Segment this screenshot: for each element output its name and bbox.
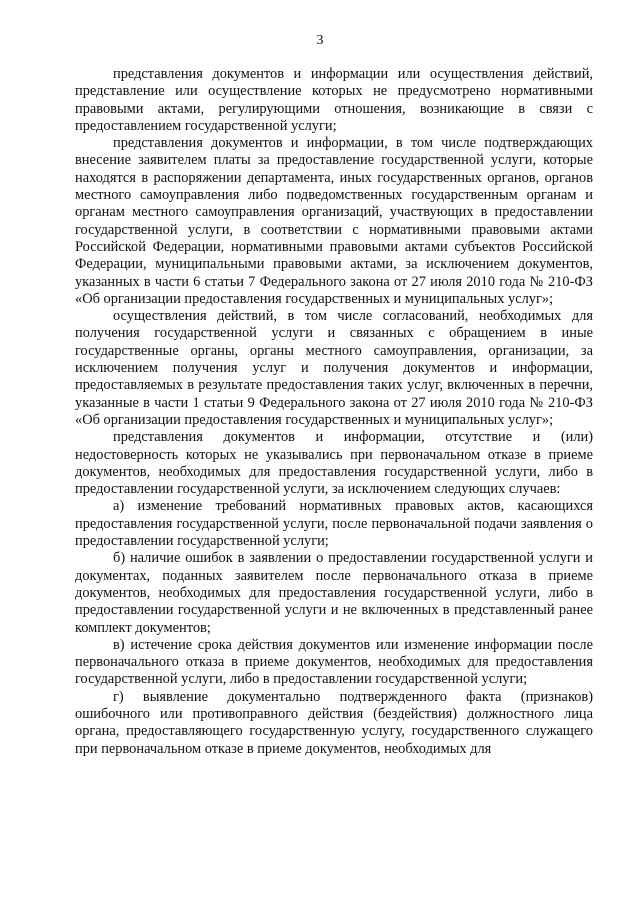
paragraph-8-item-g: г) выявление документально подтвержденного факта (признаков) ошибочного или противоправного действия (бездействия) должностного лица органа, предоставляющего государственную услугу, государственного служащего при первоначальном отказе в приеме документов, необходимых для — [75, 688, 593, 757]
paragraph-2: представления документов и информации, в том числе подтверждающих внесение заявителем платы за предоставление государственной услуги, которые находятся в распоряжении департамента, иных государственных органов, органов местного самоуправления либо подведомственных государственным органам и органам местного самоуправления организаций, участвующих в предоставлении государственной услуги, в соответствии с нормативными правовыми актами Российской Федерации, нормативными правовыми актами субъектов Российской Федерации, муниципальными правовыми актами, за исключением документов, указанных в части 6 статьи 7 Федерального закона от 27 июля 2010 года № 210-ФЗ «Об организации предоставления государственных и муниципальных услуг»; — [75, 135, 593, 307]
paragraph-4: представления документов и информации, отсутствие и (или) недостоверность которых не указывались при первоначальном отказе в приеме документов, необходимых для предоставления государственной услуги, либо в предоставлении государственной услуги, за исключением следующих случаев: — [75, 429, 593, 498]
page-number: 3 — [316, 33, 324, 48]
paragraph-5-item-a: а) изменение требований нормативных правовых актов, касающихся предоставления государственной услуги, после первоначальной подачи заявления о предоставлении государственной услуги; — [75, 498, 593, 550]
document-body — [75, 66, 593, 758]
paragraph-7-item-v: в) истечение срока действия документов или изменение информации после первоначального отказа в приеме документов, необходимых для предоставления государственной услуги, либо в предоставлении государственной услуги; — [75, 636, 593, 688]
paragraph-1: представления документов и информации или осуществления действий, представление или осуществление которых не предусмотрено нормативными правовыми актами, регулирующими отношения, возникающие в связи с предоставлением государственной услуги; — [75, 66, 593, 134]
paragraph-3: осуществления действий, в том числе согласований, необходимых для получения государственной услуги и связанных с обращением в иные государственные органы, органы местного самоуправления, организации, за исключением получения услуг и получения документов и информации, предоставляемых в результате предоставления таких услуг, включенных в перечни, указанные в части 1 статьи 9 Федерального закона от 27 июля 2010 года № 210-ФЗ «Об организации предоставления государственных и муниципальных услуг»; — [75, 308, 593, 428]
paragraph-6-item-b: б) наличие ошибок в заявлении о предоставлении государственной услуги и документах, поданных заявителем после первоначального отказа в приеме документов, необходимых для предоставления государственной услуги, либо в предоставлении государственной услуги и не включенных в представленный ранее комплект документов; — [75, 550, 593, 636]
